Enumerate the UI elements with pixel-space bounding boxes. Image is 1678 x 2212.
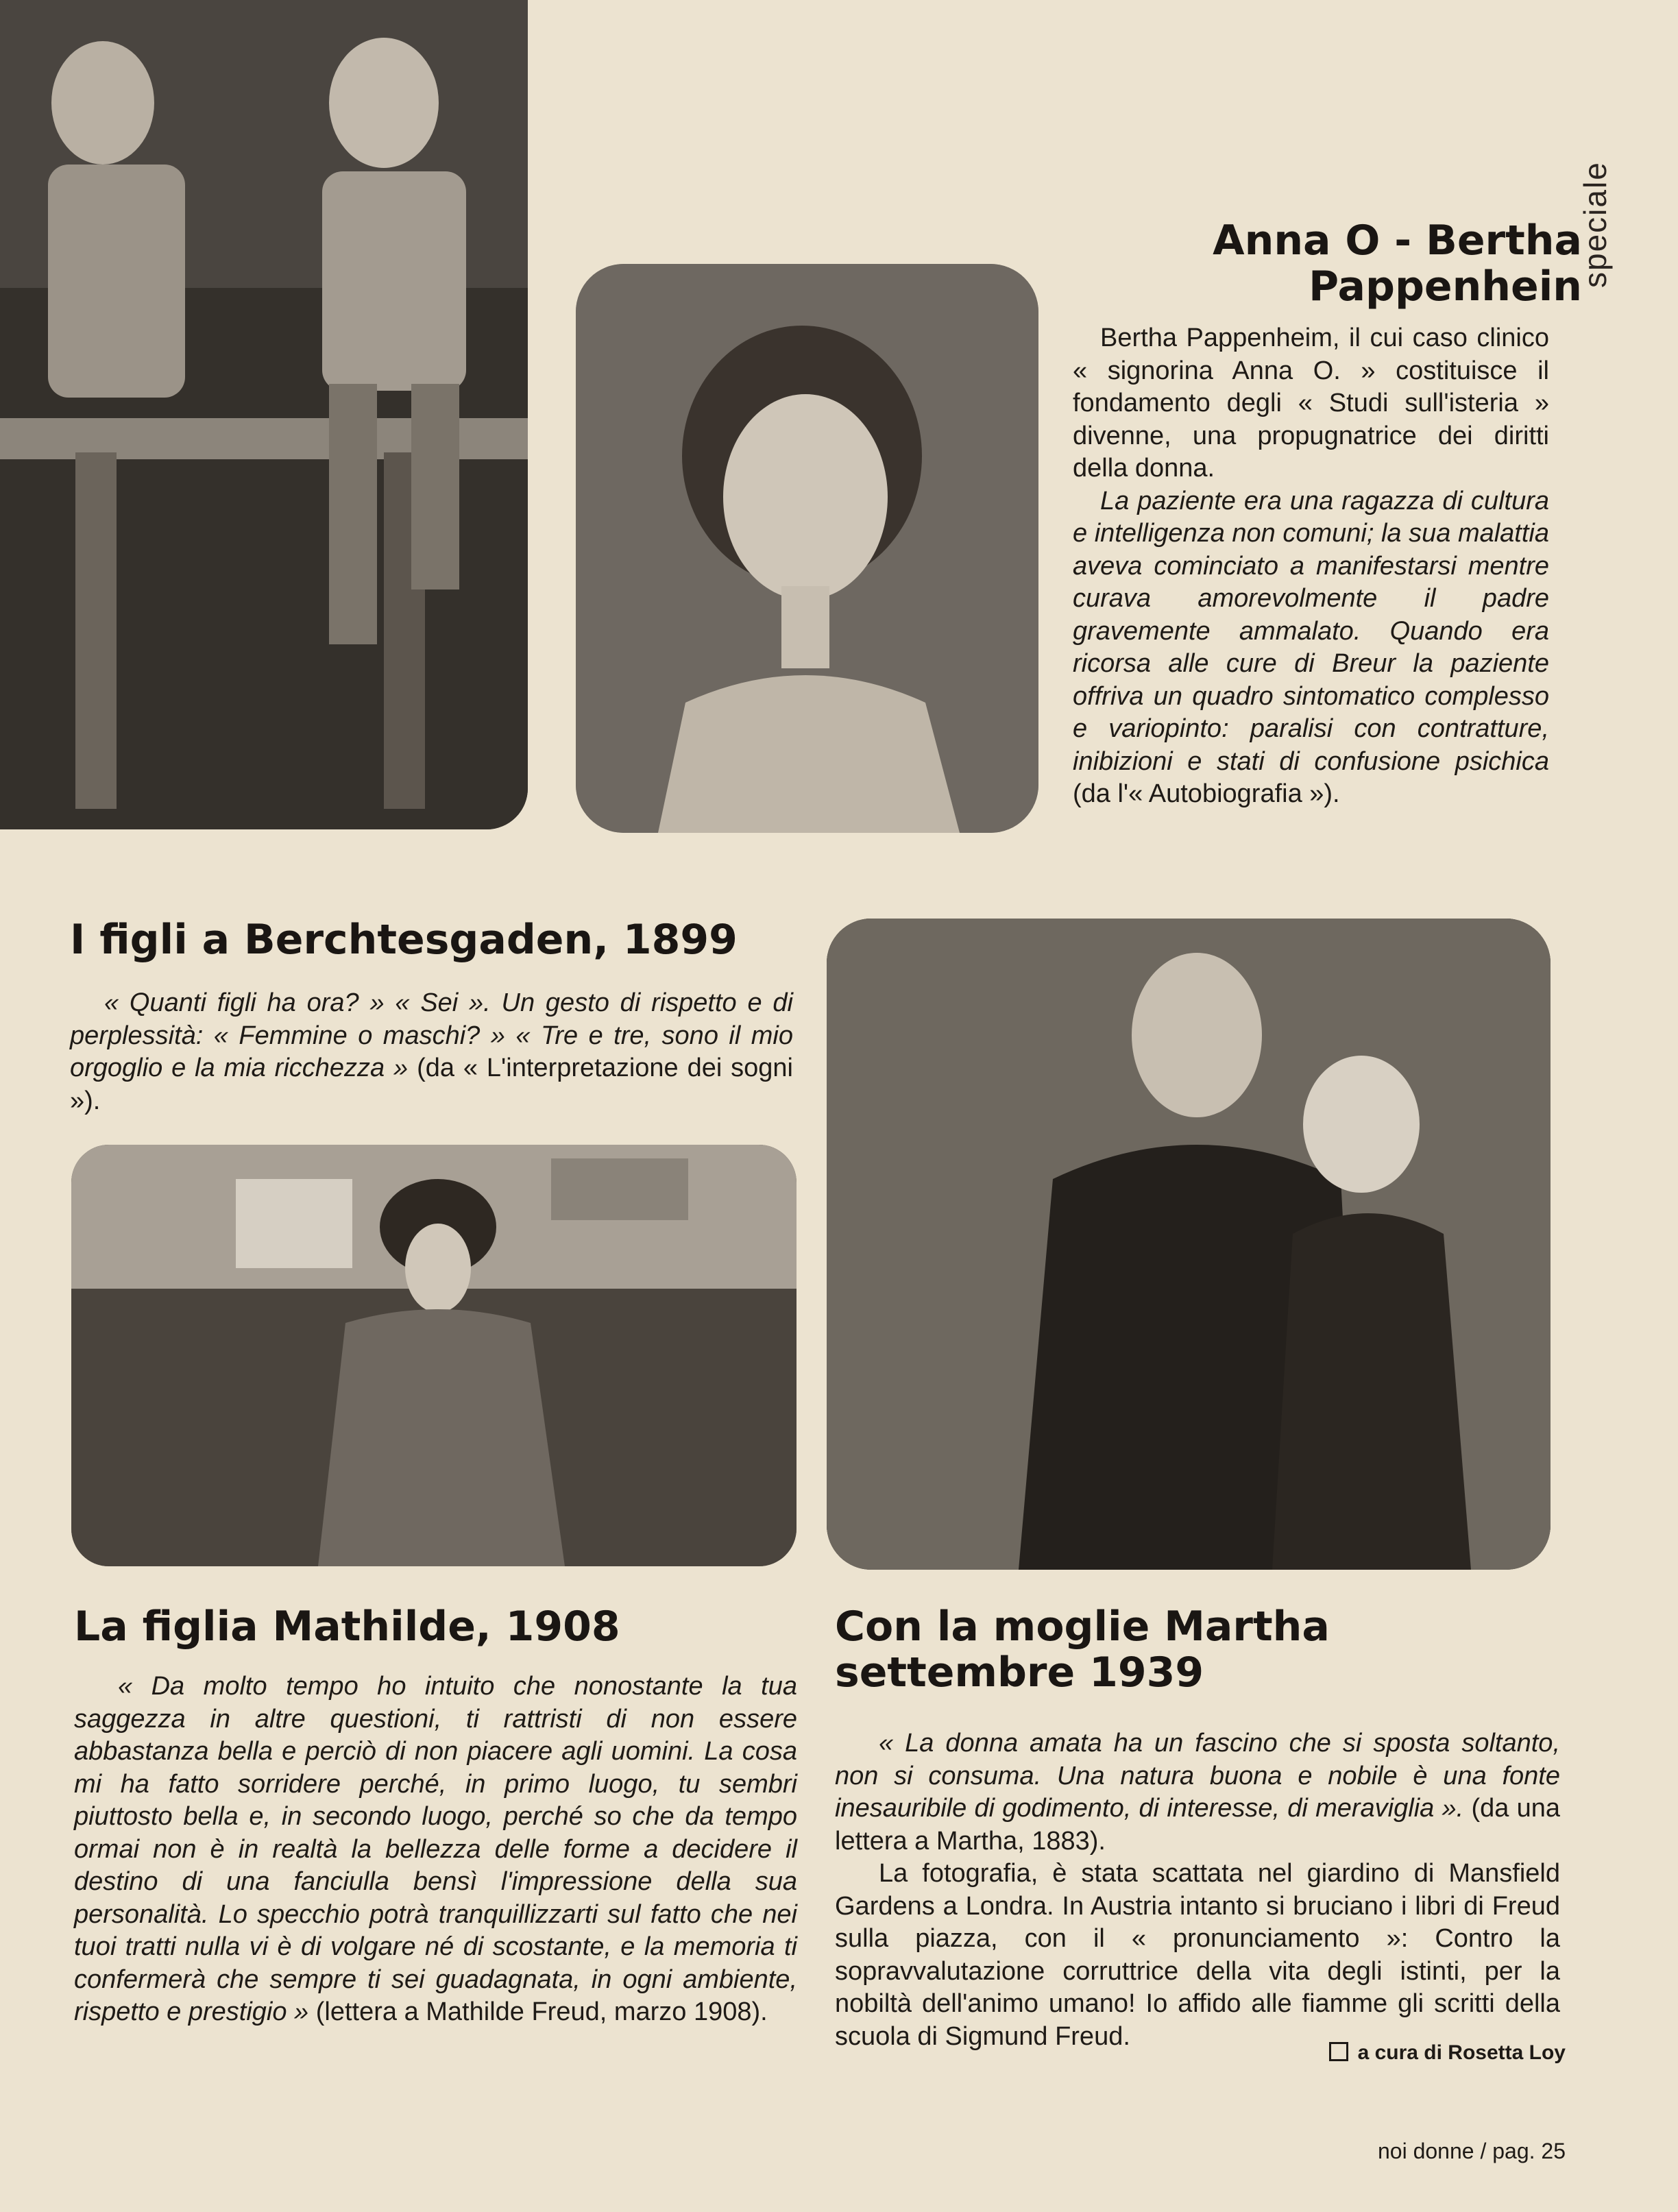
martha-paragraph: La fotografia, è stata scattata nel giardino di Mansfield Gardens a Londra. In Austria intanto si bruciano i libri di Freud sulla piazza, con il « pronunciamento »: Contro la sopravvalutazione corruttrice della vita degli istinti, per la nobiltà dell'animo umano! Io affido alle fiamme gli scritti della scuola di Sigmund Freud. [835,1859,1560,2051]
mathilde-quote-block [74,1670,797,2029]
bertha-title [1213,218,1582,310]
bertha-intro: Bertha Pappenheim, il cui caso clinico « signorina Anna O. » costituisce il fondamento degli « Studi sull'isteria » divenne, una propugnatrice dei diritti della donna. [1073,324,1549,483]
photo-martha [827,919,1551,1570]
martha-quote-block [835,1727,1560,1858]
bertha-text [1073,322,1549,811]
mathilde-quote: « Da molto tempo ho intuito che nonostante la tua saggezza in altre questioni, ti rattristi di non essere abbastanza bella e perciò di non piacere agli uomini. La cosa mi ha fatto sorridere perché, in primo luogo, tu sembri piuttosto bella e, in secondo luogo, perché so che da tempo ormai non è in realtà la bellezza delle forme a decidere il destino di una fanciulla bensì l'impressione della sua personalità. Lo specchio potrà tranquillizzarti sul fatto che nei tuoi tratti nulla vi è di volgare né di scostante, e la memoria ti confermerà che sempre ti sei guadagnata, in ogni ambiente, rispetto e prestigio » [74,1672,797,2026]
martha-quote: « La donna amata ha un fascino che si sposta soltanto, non si consuma. Una natura buona e nobile è una fonte inesauribile di godimento, di interesse, di meraviglia ». [835,1729,1560,1823]
bertha-quote-block [1073,485,1549,811]
mathilde-title: La figlia Mathilde, 1908 [74,1603,620,1651]
children-quote-block [70,987,793,1117]
credit [1329,2041,1566,2065]
section-label: speciale [1577,161,1613,288]
children-text [70,987,793,1117]
bertha-title-line1: Anna O - Bertha [1213,217,1582,265]
mathilde-text [74,1670,797,2029]
photo-bertha [576,264,1038,833]
children-title: I figli a Berchtesgaden, 1899 [70,916,738,964]
children-quote: « Quanti figli ha ora? » « Sei ». Un gesto di rispetto e di perplessità: « Femmine o maschi? » « Tre e tre, sono il mio orgoglio e la mia ricchezza » [70,988,793,1082]
martha-source: (da una lettera a Martha, 1883). [835,1794,1560,1856]
bertha-title-line2: Pappenhein [1309,263,1582,311]
mathilde-source: (lettera a Mathilde Freud, marzo 1908). [315,1997,768,2026]
bertha-quote: La paziente era una ragazza di cultura e intelligenza non comuni; la sua malattia aveva cominciato a manifestarsi mentre curava amorevolmente il padre gravemente ammalato. Quando era ricorsa alle cure di Breur la paziente offriva un quadro sintomatico complesso e variopinto: paralisi con contratture, inibizioni e stati di confusione psichica [1073,486,1549,776]
bertha-source: (da l'« Autobiografia »). [1073,779,1340,808]
children-source: (da « L'interpretazione dei sogni »). [70,1054,794,1115]
checkbox-bullet-icon [1329,2042,1348,2061]
martha-text [835,1727,1560,2053]
credit-text: a cura di Rosetta Loy [1357,2041,1566,2064]
martha-title-line1: Con la moglie Martha [835,1603,1330,1651]
photo-mathilde [71,1145,797,1566]
martha-title [835,1604,1330,1696]
page-footer: noi donne / pag. 25 [1377,2139,1566,2163]
photo-children [0,0,528,829]
photo-children-desc [0,0,1,1]
martha-title-line2: settembre 1939 [835,1649,1204,1697]
